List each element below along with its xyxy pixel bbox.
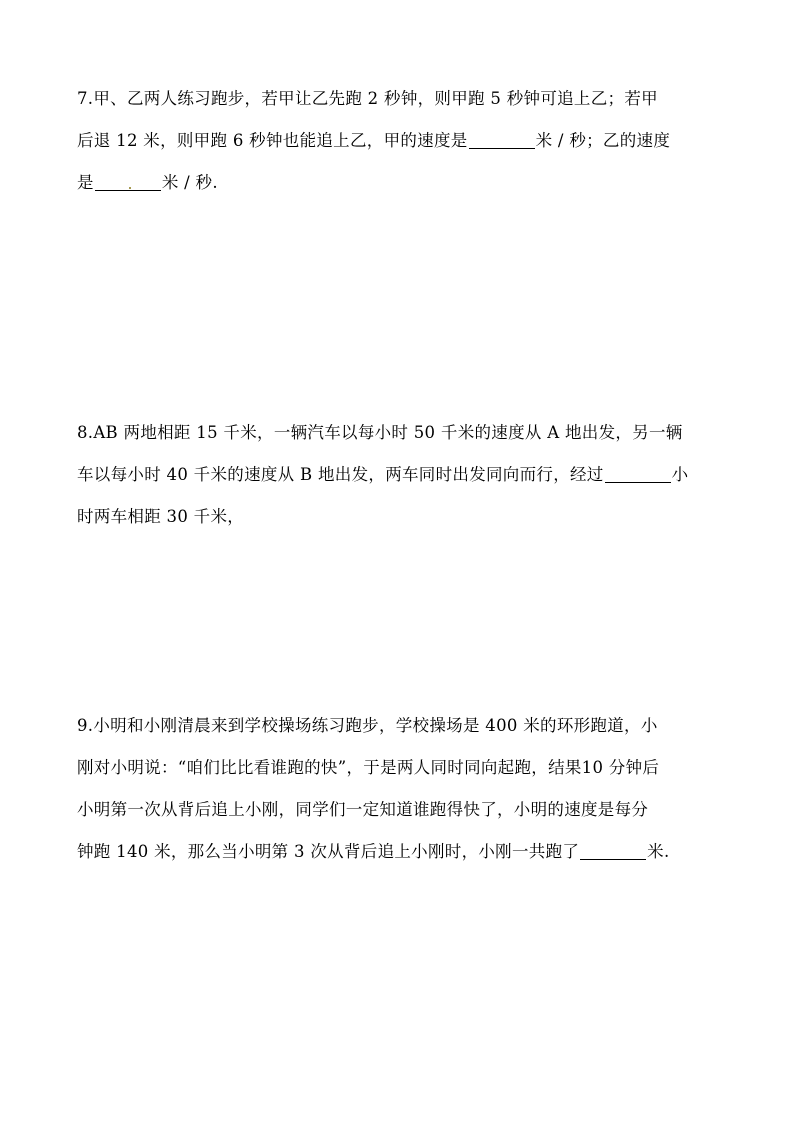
question-text: 8.AB 两地相距 15 千米，一辆汽车以每小时 50 千米的速度从 A 地出发，另一辆 bbox=[77, 423, 683, 442]
question-text: 米 / 秒. bbox=[161, 173, 218, 192]
question-7 bbox=[77, 78, 727, 204]
question-8-line-2 bbox=[77, 454, 727, 496]
answer-blank-distance[interactable] bbox=[580, 841, 646, 860]
question-text: 米 / 秒；乙的速度 bbox=[535, 131, 671, 150]
question-text: 车以每小时 40 千米的速度从 B 地出发，两车同时出发同向而行，经过 bbox=[77, 465, 604, 484]
question-text: 9.小明和小刚清晨来到学校操场练习跑步，学校操场是 400 米的环形跑道，小 bbox=[77, 716, 658, 735]
question-text: 米. bbox=[647, 842, 670, 861]
question-8 bbox=[77, 412, 727, 538]
answer-blank-speed-yi[interactable] bbox=[95, 172, 161, 191]
question-7-line-1 bbox=[77, 78, 727, 120]
blank-mark bbox=[129, 187, 131, 189]
question-9-line-4 bbox=[77, 831, 727, 873]
question-text: 小明第一次从背后追上小刚，同学们一定知道谁跑得快了，小明的速度是每分 bbox=[77, 800, 649, 819]
question-8-line-3 bbox=[77, 496, 727, 538]
question-text: 后退 12 米，则甲跑 6 秒钟也能追上乙，甲的速度是 bbox=[77, 131, 468, 150]
question-9-line-3 bbox=[77, 789, 727, 831]
question-text: 刚对小明说：“咱们比比看谁跑的快”，于是两人同时同向起跑，结果10 分钟后 bbox=[77, 758, 660, 777]
question-7-line-2 bbox=[77, 120, 727, 162]
answer-blank-speed-jia[interactable] bbox=[469, 130, 535, 149]
question-text: 是 bbox=[77, 173, 94, 192]
question-text: 时两车相距 30 千米， bbox=[77, 507, 245, 526]
question-8-line-1 bbox=[77, 412, 727, 454]
question-text: 7.甲、乙两人练习跑步，若甲让乙先跑 2 秒钟，则甲跑 5 秒钟可追上乙；若甲 bbox=[77, 89, 658, 108]
question-text: 小 bbox=[671, 465, 689, 484]
answer-blank-hours[interactable] bbox=[605, 464, 671, 483]
question-9 bbox=[77, 705, 727, 873]
question-9-line-1 bbox=[77, 705, 727, 747]
question-text: 钟跑 140 米，那么当小明第 3 次从背后追上小刚时，小刚一共跑了 bbox=[77, 842, 580, 861]
question-7-line-3 bbox=[77, 162, 727, 204]
question-9-line-2 bbox=[77, 747, 727, 789]
